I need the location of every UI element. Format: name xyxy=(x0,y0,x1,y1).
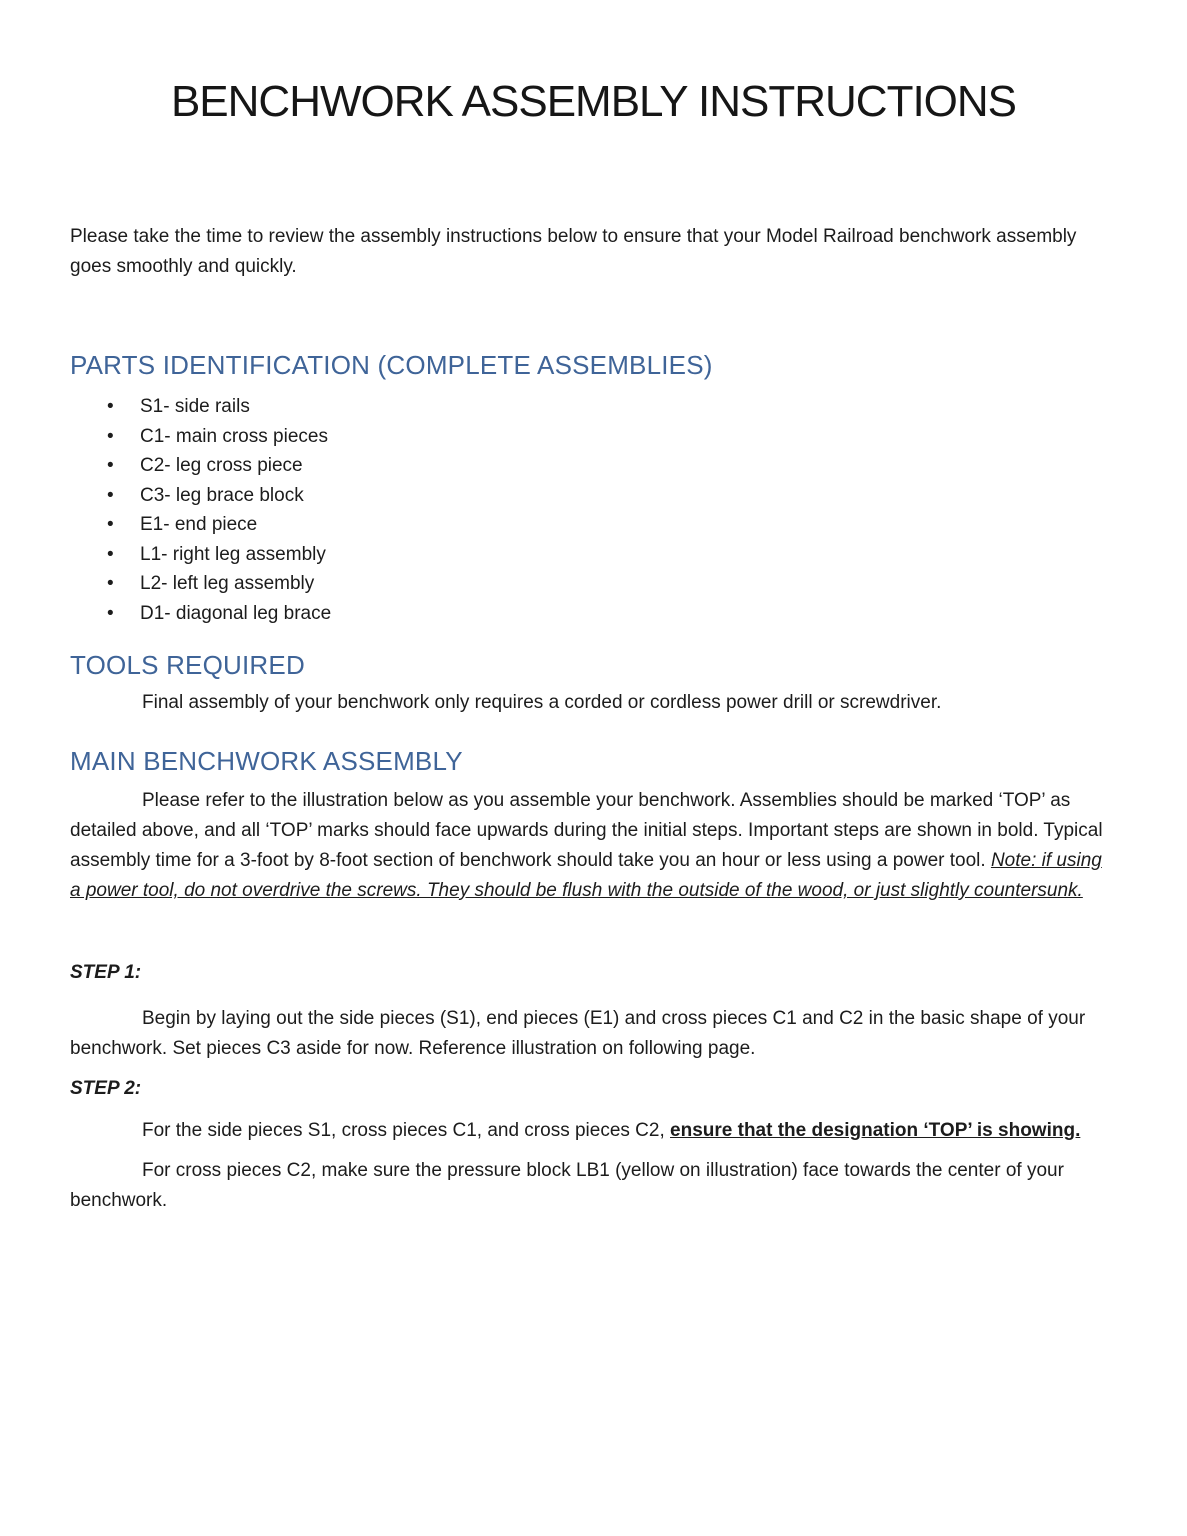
step2-paragraph-1-text: For the side pieces S1, cross pieces C1, and cross pieces C2, xyxy=(142,1120,671,1141)
list-item: • C3- leg brace block xyxy=(70,481,1117,511)
list-item: • C1- main cross pieces xyxy=(70,422,1117,452)
list-item: • D1- diagonal leg brace xyxy=(70,599,1117,629)
list-item: • L2- left leg assembly xyxy=(70,569,1117,599)
step2-paragraph-2: For cross pieces C2, make sure the pressure block LB1 (yellow on illustration) face towards the center of your benchwork. xyxy=(70,1160,1064,1211)
step1-paragraph: Begin by laying out the side pieces (S1), end pieces (E1) and cross pieces C1 and C2 in the basic shape of your benchwork. Set pieces C3 aside for now. Reference illustration on following page. xyxy=(70,1008,1086,1059)
step2-paragraph-1-bold-text: ensure that the designation ‘TOP’ is showing. xyxy=(670,1120,1081,1141)
tools-paragraph: Final assembly of your benchwork only requires a corded or cordless power drill or screwdriver. xyxy=(142,692,942,713)
list-item: • L1- right leg assembly xyxy=(70,540,1117,570)
list-item: • S1- side rails xyxy=(70,392,1117,422)
section-heading-parts-identification: PARTS IDENTIFICATION (COMPLETE ASSEMBLIES) xyxy=(70,350,713,380)
list-item: • C2- leg cross piece xyxy=(70,451,1117,481)
step2-paragraph-1 xyxy=(70,1116,1117,1146)
step2-label: STEP 2: xyxy=(70,1078,142,1099)
assembly-paragraph-text: Please refer to the illustration below as you assemble your benchwork. Assemblies should be marked ‘TOP’ as detailed above, and all ‘TOP’ marks should face upwards during the initial steps. Important steps are shown in bold. Typical assembly time for a 3-foot by 8-foot section of benchwork should take you an hour or less using a power tool. xyxy=(70,790,1103,871)
list-item: • E1- end piece xyxy=(70,510,1117,540)
intro-paragraph: Please take the time to review the assembly instructions below to ensure that your Model Railroad benchwork assembly goes smoothly and quickly. xyxy=(70,226,1077,277)
page-title: BENCHWORK ASSEMBLY INSTRUCTIONS xyxy=(170,77,1017,126)
assembly-note-text: Note: if using a power tool, do not overdrive the screws. They should be flush with the outside of the wood, or just slightly countersunk. xyxy=(70,850,1102,901)
section-heading-main-benchwork-assembly: MAIN BENCHWORK ASSEMBLY xyxy=(70,746,463,776)
step1-label: STEP 1: xyxy=(70,962,142,983)
parts-list xyxy=(70,392,1117,628)
assembly-paragraph xyxy=(70,786,1117,906)
section-heading-tools-required: TOOLS REQUIRED xyxy=(70,650,305,680)
